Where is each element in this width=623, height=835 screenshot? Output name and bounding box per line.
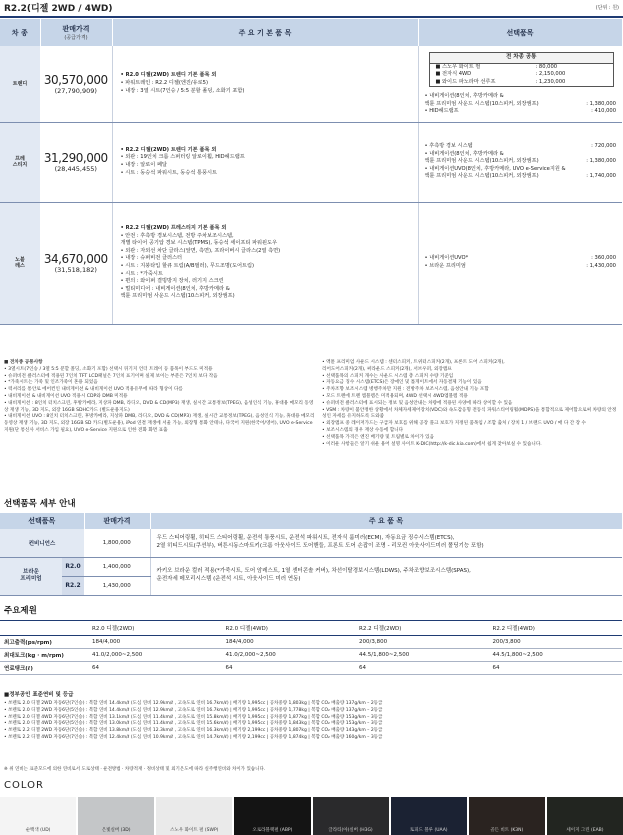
trim-name: 노블 레스 [0,202,40,324]
spec-value: 64 [489,662,623,675]
option-row [425,255,617,263]
note-line: 리어도어스피커(2개), 써라운드 스피커(2개), 서브우퍼, 외장앰프 [322,366,452,372]
feature-item: • 외관 : 자외선 차단 글라스(앞면, 측면), 프라이버시 글라스(2열 측면) [120,247,281,254]
engine-sub: R2.0 [62,557,84,576]
option-list [418,202,622,324]
option-name: 컨비니언스 [0,529,84,557]
color-swatch [156,797,232,835]
color-swatch [0,797,76,835]
option-row [425,108,617,116]
option-price: : 1,380,000 [586,100,616,107]
feature-item: • R2.2 디젤(2WD) 트렌디 기본 품목 외 [120,146,217,153]
note-line: • 슈퍼비전 클러스터에 표시되는 정보 및 음성안내는 차량에 적용된 사양에 따라 상이할 수 있음 [322,400,513,406]
option-price: : 360,000 [591,255,616,262]
option-row [425,263,617,271]
page-title: R2.2(디젤 2WD / 4WD) [4,4,113,14]
note-line: • 보조시스템의 경우 재상 수동에 합니다 [322,427,404,433]
feature-item: • 시트 : 동승석 파워시트, 동승석 통풍시트 [120,169,218,176]
feature-item: • R2.0 디젤(2WD) 트렌디 기본 품목 외 [120,72,217,79]
feature-item: • 안전 : 후측방 경보시스템, 전방 주차보조시스템, [120,232,234,239]
option-price: 1,800,000 [84,529,150,557]
note-line: • 내비게이션 & 내비게이션 UVO 적용시 CDP와 DMB 미적용 [4,393,128,399]
color-swatches [0,797,623,835]
efficiency-line: • 쏘렌토 2.2 디젤 4WD 자동6단(7인승) : 복합 연비 12.4km/ℓ (도심 연비 10.9km/ℓ , 고속도로 연비 14.7km/ℓ) | 배기량 2,199cc | 공차중량 1,874kg | 복합 CO₂ 배출량 160g/km – 3등급 [4,735,383,741]
option-list [418,122,622,202]
feature-item: • 시트 : *가죽시트 [120,270,163,277]
feature-item: • 편의 : 와이퍼 결빙방지 장치, 러기지 스크린 [120,278,224,285]
top-rule [0,16,623,18]
supply-price: (31,518,182) [54,266,97,274]
spec-title: 주요제원 [4,606,37,616]
spec-table [0,620,622,675]
option-price: : 720,000 [591,143,616,150]
common-option-name: ■ 전자식 4WD [435,71,472,78]
feature-item: • 멀티미디어 : 내비게이션(8인치, 후방카메라 & [120,285,230,292]
option-detail-table [0,513,623,596]
spec-value: 64 [355,662,489,675]
col-price: 판매가격 (공급가격) [40,19,112,46]
feature-item: • 내장 : 슈퍼비전 클러스터 [120,255,183,262]
option-name: 액튠 프리미엄 사운드 시스템(10스피커, 외장앰프) [424,158,539,165]
efficiency-line: • 쏘렌토 2.0 디젤 2WD 자동6단(5인승) : 복합 연비 14.4km/ℓ (도심 연비 12.9km/ℓ , 고속도로 연비 16.7km/ℓ) | 배기량 1,995cc | 공차중량 1,778kg | 복합 CO₂ 배출량 137g/km – 2등급 [4,707,383,713]
note-line: ■ 전차종 공통사항 [4,360,43,365]
feature-item: • 외관 : 19인치 크롬 스퍼터링 알로이휠, HID헤드램프 [120,154,245,161]
col-trim: 차 종 [0,19,40,46]
common-option-name: ■ 와이드 파노라마 선루프 [435,78,496,85]
feature-list [112,46,418,122]
note-line: • 이러운 사항들은 알기 쉬운 용어 설명 사이트 K-DIC(http://k-dic.kia.com)에서 쉽게 찾아보실 수 있습니다. [322,441,542,447]
feature-item: • 시트 : 지붕타입 할큐 트림(A/B필러), 무드조명(도어트림) [120,263,255,269]
efficiency-note: ※ 위 연비는 표준모드에 의한 연비로서 도로상태 · 운전방법 · 차량적재 · 정비상태 및 외기온도에 따라 실주행연비와 차이가 있습니다. [4,767,266,772]
option-price: 1,430,000 [84,576,150,595]
spec-value: 41.0/2,000~2,500 [88,649,222,662]
option-row [425,143,617,151]
option-name: 액튠 프리미엄 사운드 시스템(10스피커, 외장앰프) [424,100,539,107]
feature-item: 액튠 프리미엄 사운드 시스템(10스피커, 외장앰프) [120,293,235,300]
unit-label: (단위 : 원) [595,5,619,11]
feature-list [112,202,418,324]
spec-col-header: R2.2 디젤(4WD) [489,621,623,636]
col-option-name: 선택품목 [0,513,84,529]
option-price: : 1,380,000 [586,158,616,165]
spec-label: 연료탱크(ℓ) [0,662,88,675]
color-title: COLOR [4,780,44,791]
spec-value: 44.5/1,800~2,500 [355,649,489,662]
col-option-desc: 주 요 품 목 [150,513,622,529]
spec-value: 64 [88,662,222,675]
note-line: • 모드 트렌에 트렌 엠블렘은 미적용되며, 4WD 선택시 4WD엠블렘 적용 [322,393,468,399]
efficiency-line: • 쏘렌토 2.0 디젤 4WD 자동6단(5인승) : 복합 연비 13.0km/ℓ (도심 연비 11.4km/ℓ , 고속도로 연비 15.6km/ℓ) | 배기량 1,995cc | 공차중량 1,843kg | 복합 CO₂ 배출량 153g/km – 3등급 [4,721,383,727]
spec-col-header: R2.2 디젤(2WD) [355,621,489,636]
option-price: 1,400,000 [84,557,150,576]
option-row [425,93,617,101]
common-option-row [430,79,614,87]
common-options-title: 전 차종 공통 [430,53,614,64]
notes-right [322,360,618,448]
note-line: • 자동요금 징수 시스템(ETCS)은 장애인 및 톨게이트에서 자동결제 기능이 있음 [322,380,482,386]
spec-value: 64 [222,662,356,675]
option-row [425,158,617,166]
spec-label: 최대토크(kg · m/rpm) [0,649,88,662]
efficiency-line: • 쏘렌토 2.2 디젤 2WD 자동6단(7인승) : 복합 연비 13.8km/ℓ (도심 연비 12.3km/ℓ , 고속도로 연비 16.3km/ℓ) | 배기량 2,199cc | 공차중량 1,807kg | 복합 CO₂ 배출량 143g/km – 2등급 [4,728,383,734]
color-name: 오로라블랙펄 (ABP) [252,828,293,833]
option-name: • HID헤드램프 [424,108,459,115]
spec-value: 44.5/1,800~2,500 [489,649,623,662]
spec-col-header: R2.0 디젤(4WD) [222,621,356,636]
common-option-row [430,71,614,79]
notes-left [4,360,316,435]
feature-item: • 내장 : 알로이 페달 [120,162,167,168]
feature-item: • 내장 : 3열 시트(7인승 / 5:5 분할 폴딩, 소화기 포함) [120,87,245,94]
supply-price: (27,790,909) [54,86,97,95]
color-name: 순백색 (UD) [25,828,51,833]
common-option-name: ■ 스노우 화이트 펄 [435,63,481,70]
option-name: • 브라운 프리미엄 [424,263,466,269]
col-option-price: 판매가격 [84,513,150,529]
option-row [425,173,617,181]
option-price: : 1,740,000 [586,173,616,180]
option-price: : 410,000 [591,108,616,115]
efficiency-list [4,701,620,742]
supply-price: (28,445,455) [54,165,97,173]
spec-col-header: R2.0 디젤(2WD) [88,621,222,636]
option-name: • 후측방 경보 시스템 [424,143,473,150]
price-table [0,19,623,325]
option-name: • 내비게이션(8인치, 후방카메라 & [424,93,504,100]
common-option-price: : 80,000 [535,63,558,70]
feature-list [112,122,418,202]
efficiency-line: • 쏘렌토 2.0 디젤 4WD 자동6단(7인승) : 복합 연비 13.1km/ℓ (도심 연비 11.4km/ℓ , 고속도로 연비 15.8km/ℓ) | 배기량 1,995cc | 공차중량 1,877kg | 복합 CO₂ 배출량 153g/km – 3등급 [4,714,383,720]
note-line: • 슈퍼비전 클러스터에 적용된 7인치 TFT LCD패널은 7인치 표기이며 실제 보이는 부분은 7인치 보다 작음 [4,373,218,379]
note-line: • 내비게이션 : 8인치 터치스크린, 후방카메라, 지상파 DMB, 라디오, DVD & CD(MP3) 재생, 실시간 교통정보(TPEG), 음성인식 기능, 휴대용 매모리 동영상 재생 기능, 3D 지도, 외장 16GB SDHC카드 (별도운용지도) [4,400,314,413]
color-name: 글라티(아)실버 (H3G) [328,828,373,833]
spec-value: 41.0/2,000~2,500 [222,649,356,662]
color-name: 스노우 화이트 펄 (SWP) [170,828,219,833]
spec-value: 184/4,000 [88,636,222,649]
price-value: 34,670,000 [43,252,108,266]
option-price: : 1,430,000 [586,263,616,269]
option-name: • 내비게이션UVO(8인치, 후방카메라, UVO e-Service지원 & [424,165,566,172]
note-line: • 내비게이션 UVO : 8인치 터치스크린, 후방카메라, 지상파 DMB, 라디오, DVD & CD(MP3) 재생, 실시간 교통정보(TPEG), 음성인식 기능, 휴대용 메모리 동영상 재생 기능, 3D 지도, 외장 16GB SD 카드(별도운용), iPod 연결 재생에 서울 가능, 외장형 통화 안테나, 다국어 지원(한국어/영어), UVO e-Service 지원(단 통신사 서비스 가입 필요), UVO e-Service 지원으로 인한 전화 화면 표출 [4,414,315,433]
spec-label: 최고출력(ps/rpm) [0,636,88,649]
trim-price [40,202,112,324]
note-line: • 액튠 프리미엄 사운드 시스템 : 센터스피커, 트위터스피커(2개), 프론트 도어 스피커(2개), [322,360,505,365]
col-features: 주 요 기 본 품 목 [112,19,418,46]
price-value: 30,570,000 [43,72,108,87]
option-name: 브라운 프리미엄 [0,557,62,595]
option-name: • 내비게이션(8인치, 후방카메라 & [424,150,504,157]
engine-sub: R2.2 [62,576,84,595]
color-name: 세이지 그린 (EAB) [566,828,604,833]
color-name: 은빛실버 (3D) [101,828,131,833]
trim-price [40,46,112,122]
spec-value: 200/3,800 [489,636,623,649]
note-line: • 주차조향 보조시스템 병행주차만 지원 : 전방주차 보조시스템, 음성안내 기능 포함 [322,387,489,393]
color-swatch [234,797,310,835]
note-line: • 럭셔리를 통안로 에어컨인 내비게이션 & 내비게이션 UVO 적용유무에 따라 형상이 다름 [4,387,183,393]
color-swatch [547,797,623,835]
note-line: • 선택품목의 스피커 개수는 사운드 시스템 총 스피커 수량 기준임 [322,373,454,379]
common-option-price: : 1,230,000 [535,78,566,85]
feature-item: • 파워트레인 : R2.2 디젤(엔진/유로5) [120,79,208,86]
spec-col-header [0,621,88,636]
efficiency-title: ■정부공인 표준연비 및 등급 [4,692,74,698]
common-options-box [429,52,615,88]
option-list [418,46,622,122]
option-name: • 내비게이션UVO* [424,255,469,262]
price-value: 31,290,000 [43,151,108,165]
color-name: 토피드 블루 (UAA) [409,828,448,833]
col-options: 선택품목 [418,19,622,46]
option-desc: 우드 스티어링휠, 히티드 스티어링휠, 운전석 통풍시트, 운전석 파워시트, 전자식 룸미러(ECM), 자동요금 징수시스템(ETCS), 2열 히티드시트(쿠션부), 버튼시동스마트키(크롬 아웃사이드 도어핸들, 프론트 도어 손잡이 조명 - 리모컨 아웃사이드미러 폴딩기능 포함) [150,529,622,557]
color-swatch [391,797,467,835]
spec-value: 184/4,000 [222,636,356,649]
option-detail-title: 선택품목 세부 안내 [4,499,76,509]
trim-name: 프레 스티지 [0,122,40,202]
feature-item: 개별 타이어 공기압 경보 시스템(TPMS), 동승석 세이프티 파워윈도우 [120,240,278,247]
color-swatch [469,797,545,835]
trim-price [40,122,112,202]
feature-item: • R2.2 디젤(2WD) 프레스티지 기본 품목 외 [120,225,227,232]
note-line: • 3열시트(7인승 / 3열 5:5 분할 폴딩, 소화기 포함) 선택시 뒤기지 언더 트레이 등 품목이 부드도 미적용 [4,366,213,372]
note-line: • 외장앰프 중 레이저가드는 구급자 보호를 위해 공장 플크 보호가 지정된 품목임 / 조합 출처 / 장치 1 / 브랜드 UVO / 매 다 간 장 수 [322,421,586,427]
option-desc: 카키오 브라운 컬러 적용(*가죽시트, 도어 암레스트, 1열 센터콘솔 커버), 차선이탈경보시스템(LDWS), 주차조향보조시스템(SPAS), 운전자세 메모리시스템 (운전석 시트, 아웃사이드 미러 연동) [150,557,622,595]
efficiency-line: • 쏘렌토 2.0 디젤 2WD 자동6단(7인승) : 복합 연비 14.4km/ℓ (도심 연비 12.9km/ℓ , 고속도로 연비 16.7km/ℓ) | 배기량 1,995cc | 공차중량 1,803kg | 복합 CO₂ 배출량 137g/km – 2등급 [4,701,383,706]
color-swatch [78,797,154,835]
note-line: • VSM : 차량이 불안정한 상황에서 차체자세제어장치(VDC)와 속도감응형 전동식 파워스티어링휠(MDPS)을 통합적으로 제어함으로써 차량의 안정성인 자세를 유지하도록 도와줌 [322,407,617,420]
note-line: • 선택품목 가격은 엔진 배기량 및 트림별로 차이가 있음 [322,434,435,440]
color-swatch [313,797,389,835]
color-name: 골든 비트 (K3N) [490,828,524,833]
spec-value: 200/3,800 [355,636,489,649]
common-option-price: : 2,150,000 [535,71,566,78]
note-line: • *가죽시트는 가죽 및 인조가죽이 혼용 되었음 [4,380,98,386]
trim-name: 트렌디 [0,46,40,122]
option-name: 액튠 프리미엄 사운드 시스템(10스피커, 외장앰프) [424,173,539,180]
